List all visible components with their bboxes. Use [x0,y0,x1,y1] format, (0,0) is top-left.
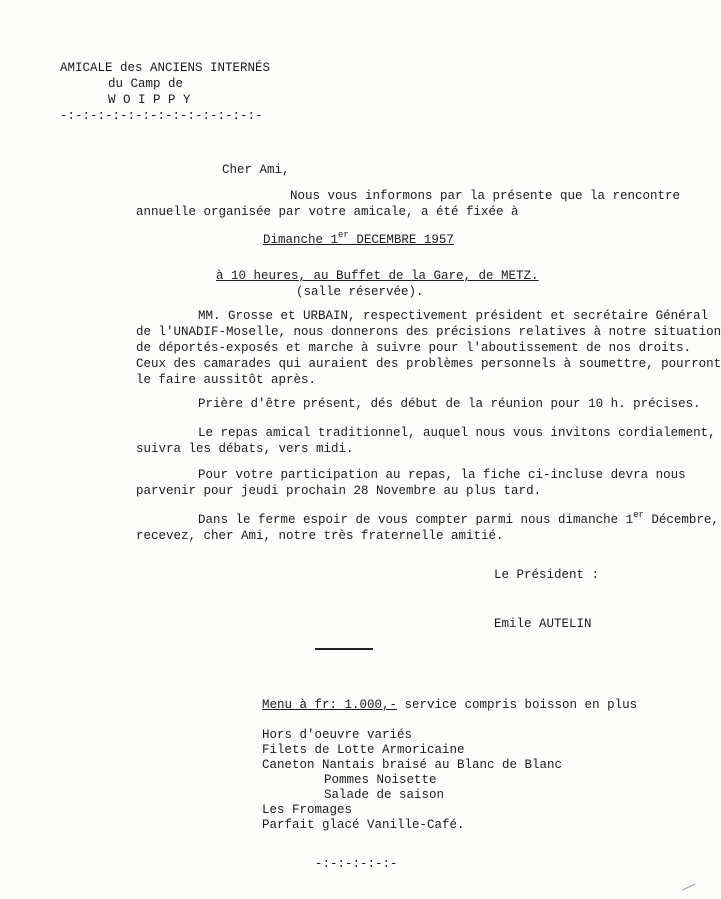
menu-heading-row [262,697,637,713]
meeting-date-prefix: Dimanche 1 [263,233,339,247]
meeting-place: à 10 heures, au Buffet de la Gare, de METZ. [216,269,539,283]
paragraph-3-line-2: suivra les débats, vers midi. [136,442,354,456]
intro-line-1: Nous vous informons par la présente que la rencontre [290,189,681,203]
meeting-date-suffix: DECEMBRE 1957 [348,233,454,247]
paragraph-3-line-1: Le repas amical traditionnel, auquel nous vous invitons cordialement, [198,426,716,440]
meeting-room: (salle réservée). [296,285,424,299]
salutation: Cher Ami, [222,163,290,177]
scan-mark [682,884,699,899]
paragraph-5-prefix: Dans le ferme espoir de vous compter parmi nous dimanche 1 [198,513,634,527]
paragraph-5-sup: er [633,510,644,520]
meeting-date-sup: er [338,230,349,240]
paragraph-4-line-2: parvenir pour jeudi prochain 28 Novembre au plus tard. [136,484,542,498]
paragraph-2: Prière d'être présent, dés début de la réunion pour 10 h. précises. [198,397,701,411]
menu-heading-note: service compris boisson en plus [397,698,638,712]
paragraph-1-line-4: Ceux des camarades qui auraient des problèmes personnels à soumettre, pourront [136,357,721,371]
paragraph-1-line-3: de déportés-exposés et marche à suivre pour l'aboutissement de nos droits. [136,341,692,355]
paragraph-5-line-2: recevez, cher Ami, notre très fraternelle amitié. [136,529,504,543]
paragraph-1-line-5: le faire aussitôt après. [136,373,317,387]
paragraph-5-line-1 [198,512,719,528]
menu-item: Salade de saison [324,788,445,802]
org-name: AMICALE des ANCIENS INTERNÉS [60,61,271,75]
paragraph-4-line-1: Pour votre participation au repas, la fiche ci-incluse devra nous [198,468,686,482]
menu-item: Hors d'oeuvre variés [262,728,413,742]
org-camp-name: W O I P P Y [108,93,191,107]
menu-item: Caneton Nantais braisé au Blanc de Blanc [262,758,563,772]
intro-line-2: annuelle organisée par votre amicale, a été fixée à [136,205,519,219]
footer-separator: -:-:-:-:-:- [315,857,398,871]
paragraph-1-line-1: MM. Grosse et URBAIN, respectivement président et secrétaire Général [198,309,709,323]
paragraph-5-suffix: Décembre, [643,513,719,527]
menu-item: Les Fromages [262,803,353,817]
meeting-date [263,232,454,248]
menu-item: Parfait glacé Vanille-Café. [262,818,465,832]
closing-title: Le Président : [494,568,600,582]
closing-rule [315,648,373,650]
header-separator: -:-:-:-:-:-:-:-:-:-:-:-:-:- [60,109,263,123]
menu-heading: Menu à fr: 1.000,- [262,698,398,712]
menu-item: Filets de Lotte Armoricaine [262,743,465,757]
paragraph-1-line-2: de l'UNADIF-Moselle, nous donnerons des précisions relatives à notre situation [136,325,721,339]
org-camp-label: du Camp de [108,77,184,91]
signature: Emile AUTELIN [494,617,592,631]
menu-item: Pommes Noisette [324,773,437,787]
